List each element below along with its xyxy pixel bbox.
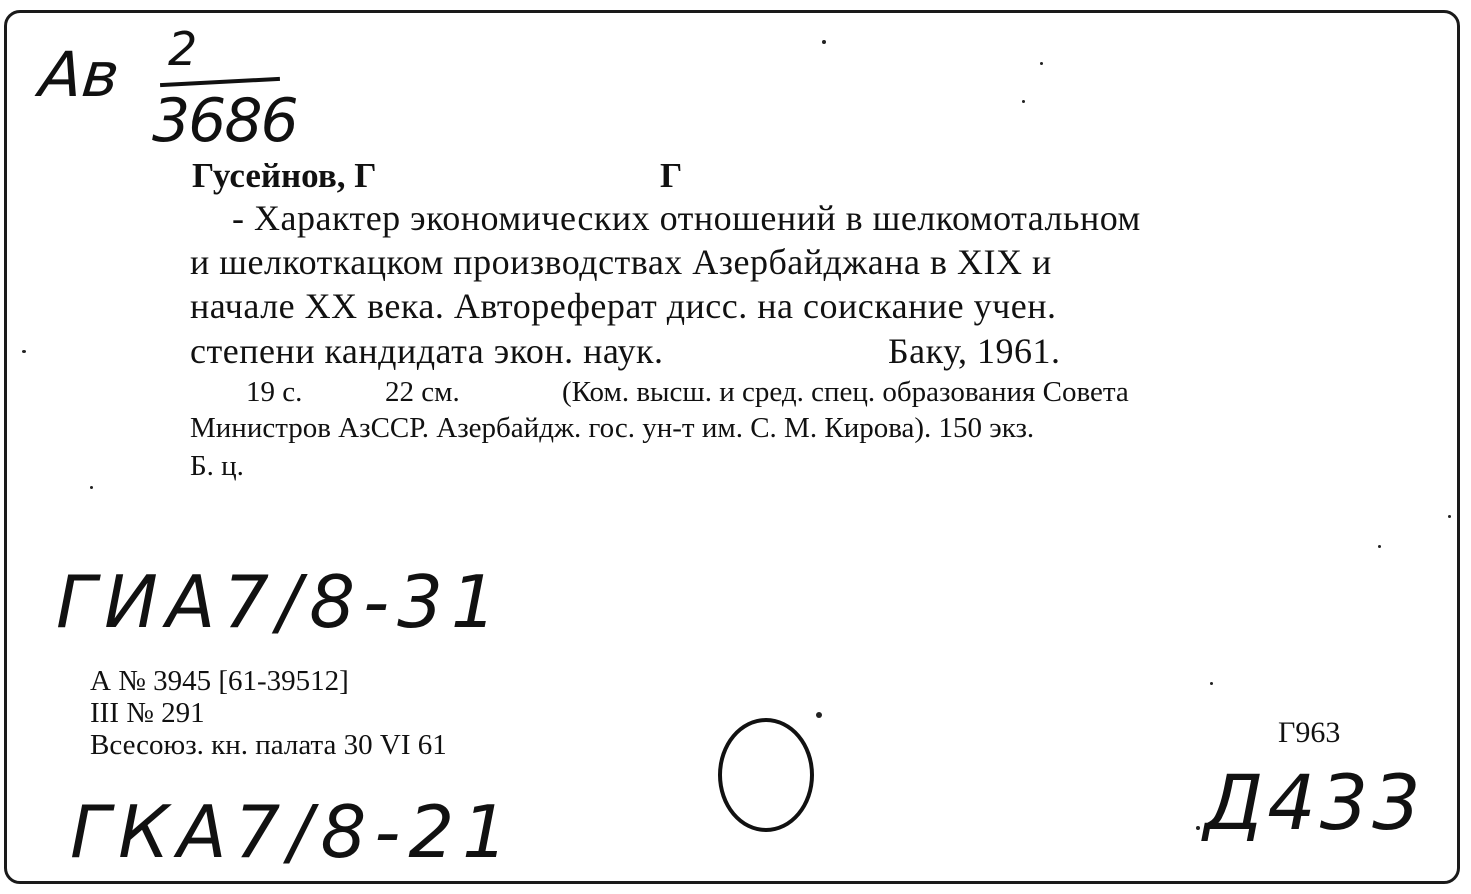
size: 22 см. — [385, 376, 460, 408]
author-initial: Г — [660, 156, 683, 195]
registry-number-secondary: III № 291 — [90, 697, 205, 729]
handwritten-code-top: ГИА7/8-31 — [56, 560, 505, 644]
scan-speck — [90, 486, 93, 489]
shelfmark-denominator: 3686 — [152, 86, 297, 156]
scan-speck — [1210, 682, 1213, 685]
classification-code: Г963 — [1278, 716, 1341, 749]
title-line: - Характер экономических отношений в шелкомотальном — [232, 198, 1141, 238]
shelfmark-prefix: Ав — [36, 38, 123, 111]
shelfmark-numerator: 2 — [168, 22, 198, 76]
series-note-continued: Министров АзССР. Азербайдж. гос. ун-т им. С. М. Кирова). 150 экз. — [190, 412, 1035, 444]
series-note: (Ком. высш. и сред. спец. образования Совета — [562, 376, 1129, 408]
title-line: степени кандидата экон. наук. — [190, 331, 664, 371]
handwritten-code-bottom: ГКА7/8-21 — [70, 790, 516, 874]
scan-speck — [816, 712, 822, 718]
scan-speck — [1378, 545, 1381, 548]
title-line: начале XX века. Автореферат дисс. на соискание учен. — [190, 286, 1057, 326]
author-heading: Гусейнов, Г — [192, 156, 377, 195]
scan-speck — [822, 40, 826, 44]
imprint: Баку, 1961. — [888, 331, 1061, 371]
registry-chamber: Всесоюз. кн. палата 30 VI 61 — [90, 729, 447, 761]
punch-hole — [718, 718, 814, 832]
title-line: и шелкоткацком производствах Азербайджана в XIX и — [190, 242, 1052, 282]
inventory-number: Д433 — [1204, 758, 1425, 847]
price-note: Б. ц. — [190, 450, 244, 482]
scan-speck — [1196, 826, 1200, 830]
scan-speck — [22, 350, 26, 353]
registry-number: А № 3945 [61-39512] — [90, 665, 349, 697]
scan-speck — [1040, 62, 1043, 65]
scan-speck — [1448, 515, 1451, 518]
scan-speck — [1022, 100, 1025, 103]
pages: 19 с. — [246, 376, 303, 408]
